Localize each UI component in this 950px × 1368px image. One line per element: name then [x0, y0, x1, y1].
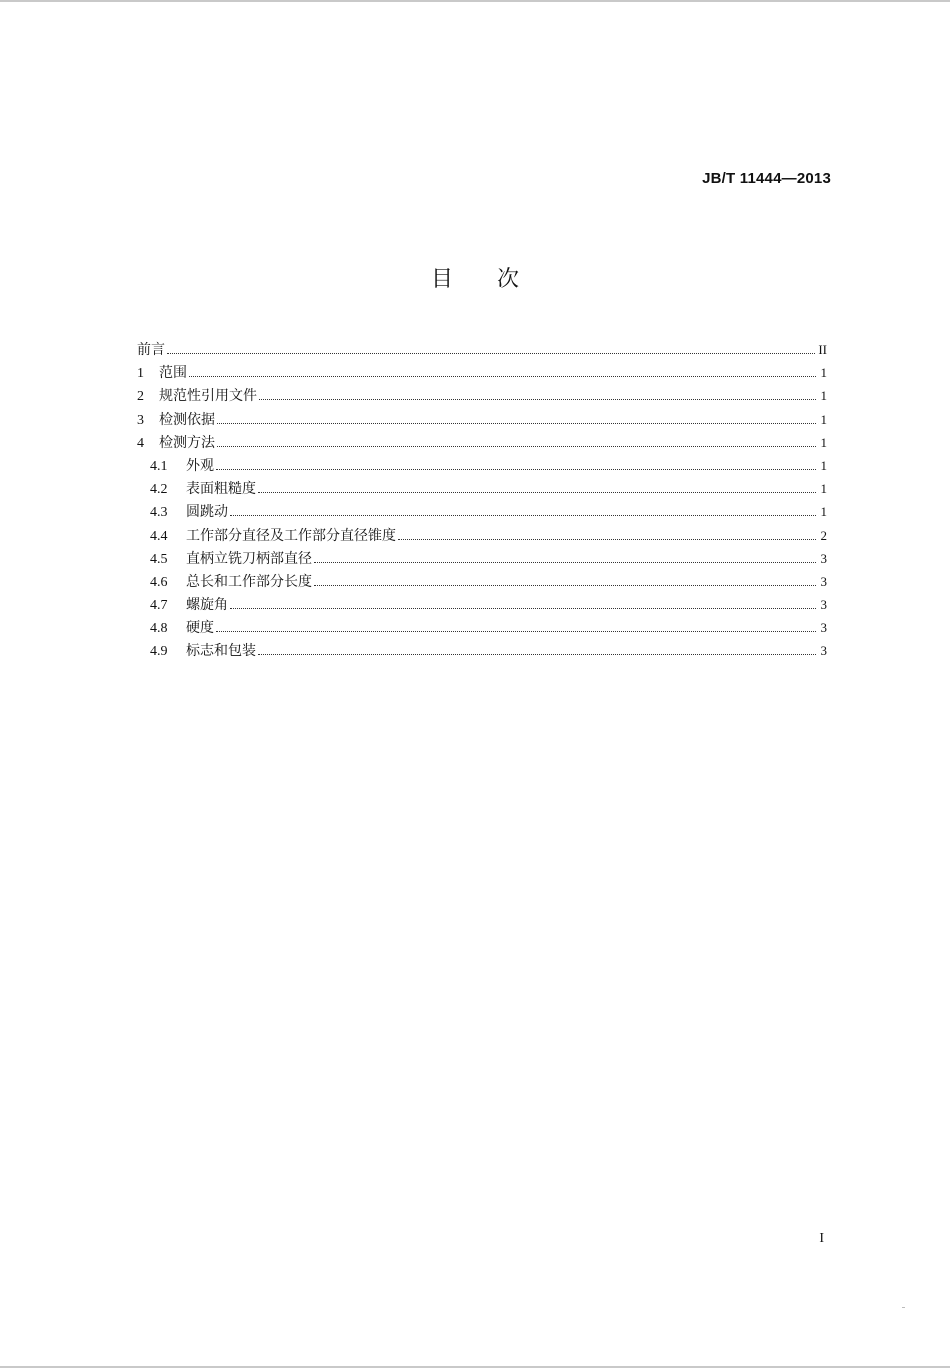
toc-entry-label: 范围	[159, 365, 187, 382]
toc-entry[interactable]	[137, 408, 827, 431]
toc-entry-label: 直柄立铣刀柄部直径	[186, 550, 312, 567]
toc-entry-page: 3	[820, 643, 827, 659]
toc-entry[interactable]	[137, 431, 827, 454]
toc-entry-label: 圆跳动	[186, 504, 228, 521]
toc-dot-leader	[189, 375, 816, 377]
toc-entry-number: 4.4	[150, 528, 168, 544]
toc-entry-label: 检测依据	[159, 411, 215, 428]
toc-entry-label: 前言	[137, 342, 165, 358]
toc-dot-leader	[259, 398, 816, 400]
toc-entry-label: 外观	[186, 457, 214, 474]
toc-dot-leader	[217, 445, 816, 447]
toc-entry-page: 1	[820, 481, 827, 497]
toc-entry-page: 1	[820, 365, 827, 381]
toc-entry[interactable]	[137, 477, 827, 500]
toc-entry-number: 2	[137, 389, 144, 405]
table-of-contents	[137, 338, 827, 663]
toc-dot-leader	[258, 491, 816, 493]
toc-dot-leader	[217, 422, 816, 424]
toc-entry-label: 标志和包装	[186, 643, 256, 660]
toc-entry-number: 4.2	[150, 482, 168, 498]
toc-entry-number: 4.6	[150, 574, 168, 590]
toc-entry-label: 规范性引用文件	[159, 388, 257, 405]
toc-entry-page: 2	[820, 527, 827, 543]
toc-entry-page: 1	[820, 457, 827, 473]
toc-entry-number: 3	[137, 412, 144, 428]
toc-entry-page: 3	[820, 550, 827, 566]
toc-dot-leader	[216, 468, 816, 470]
toc-entry[interactable]	[137, 524, 827, 547]
toc-entry-page: 1	[820, 504, 827, 520]
top-edge-line	[0, 0, 950, 2]
toc-dot-leader	[314, 561, 816, 563]
toc-entry[interactable]	[137, 384, 827, 407]
toc-entry[interactable]	[137, 547, 827, 570]
toc-dot-leader	[230, 514, 816, 516]
toc-dot-leader	[167, 352, 815, 354]
toc-entry-page: 1	[820, 434, 827, 450]
toc-entry-number: 1	[137, 366, 144, 382]
toc-entry-page: 3	[820, 620, 827, 636]
toc-entry[interactable]	[137, 500, 827, 523]
toc-entry-number: 4.3	[150, 505, 168, 521]
page-number: I	[819, 1231, 824, 1246]
toc-entry[interactable]	[137, 338, 827, 361]
toc-entry-page: 1	[820, 388, 827, 404]
toc-entry[interactable]	[137, 593, 827, 616]
toc-title: 目次	[430, 267, 563, 292]
toc-entry[interactable]	[137, 639, 827, 662]
toc-entry-label: 检测方法	[159, 434, 215, 451]
toc-dot-leader	[258, 653, 816, 655]
toc-entry[interactable]	[137, 454, 827, 477]
toc-dot-leader	[314, 584, 816, 586]
toc-dot-leader	[398, 538, 816, 540]
toc-entry[interactable]	[137, 616, 827, 639]
toc-entry-number: 4.7	[150, 598, 168, 614]
toc-entry-page: 1	[820, 411, 827, 427]
toc-entry-number: 4	[137, 435, 144, 451]
toc-entry-label: 工作部分直径及工作部分直径锥度	[186, 527, 396, 544]
toc-dot-leader	[216, 630, 816, 632]
toc-entry[interactable]	[137, 570, 827, 593]
toc-entry-page: II	[818, 342, 827, 357]
toc-entry-number: 4.1	[150, 458, 168, 474]
toc-entry-number: 4.9	[150, 644, 168, 660]
toc-dot-leader	[230, 607, 816, 609]
scan-speck	[902, 1307, 905, 1308]
toc-entry[interactable]	[137, 361, 827, 384]
standard-code: JB/T 11444—2013	[702, 170, 831, 187]
toc-entry-label: 螺旋角	[186, 597, 228, 614]
toc-entry-number: 4.8	[150, 621, 168, 637]
toc-entry-label: 硬度	[186, 620, 214, 637]
toc-entry-label: 总长和工作部分长度	[186, 573, 312, 590]
toc-entry-number: 4.5	[150, 551, 168, 567]
toc-entry-page: 3	[820, 573, 827, 589]
toc-entry-page: 3	[820, 597, 827, 613]
toc-entry-label: 表面粗糙度	[186, 481, 256, 498]
